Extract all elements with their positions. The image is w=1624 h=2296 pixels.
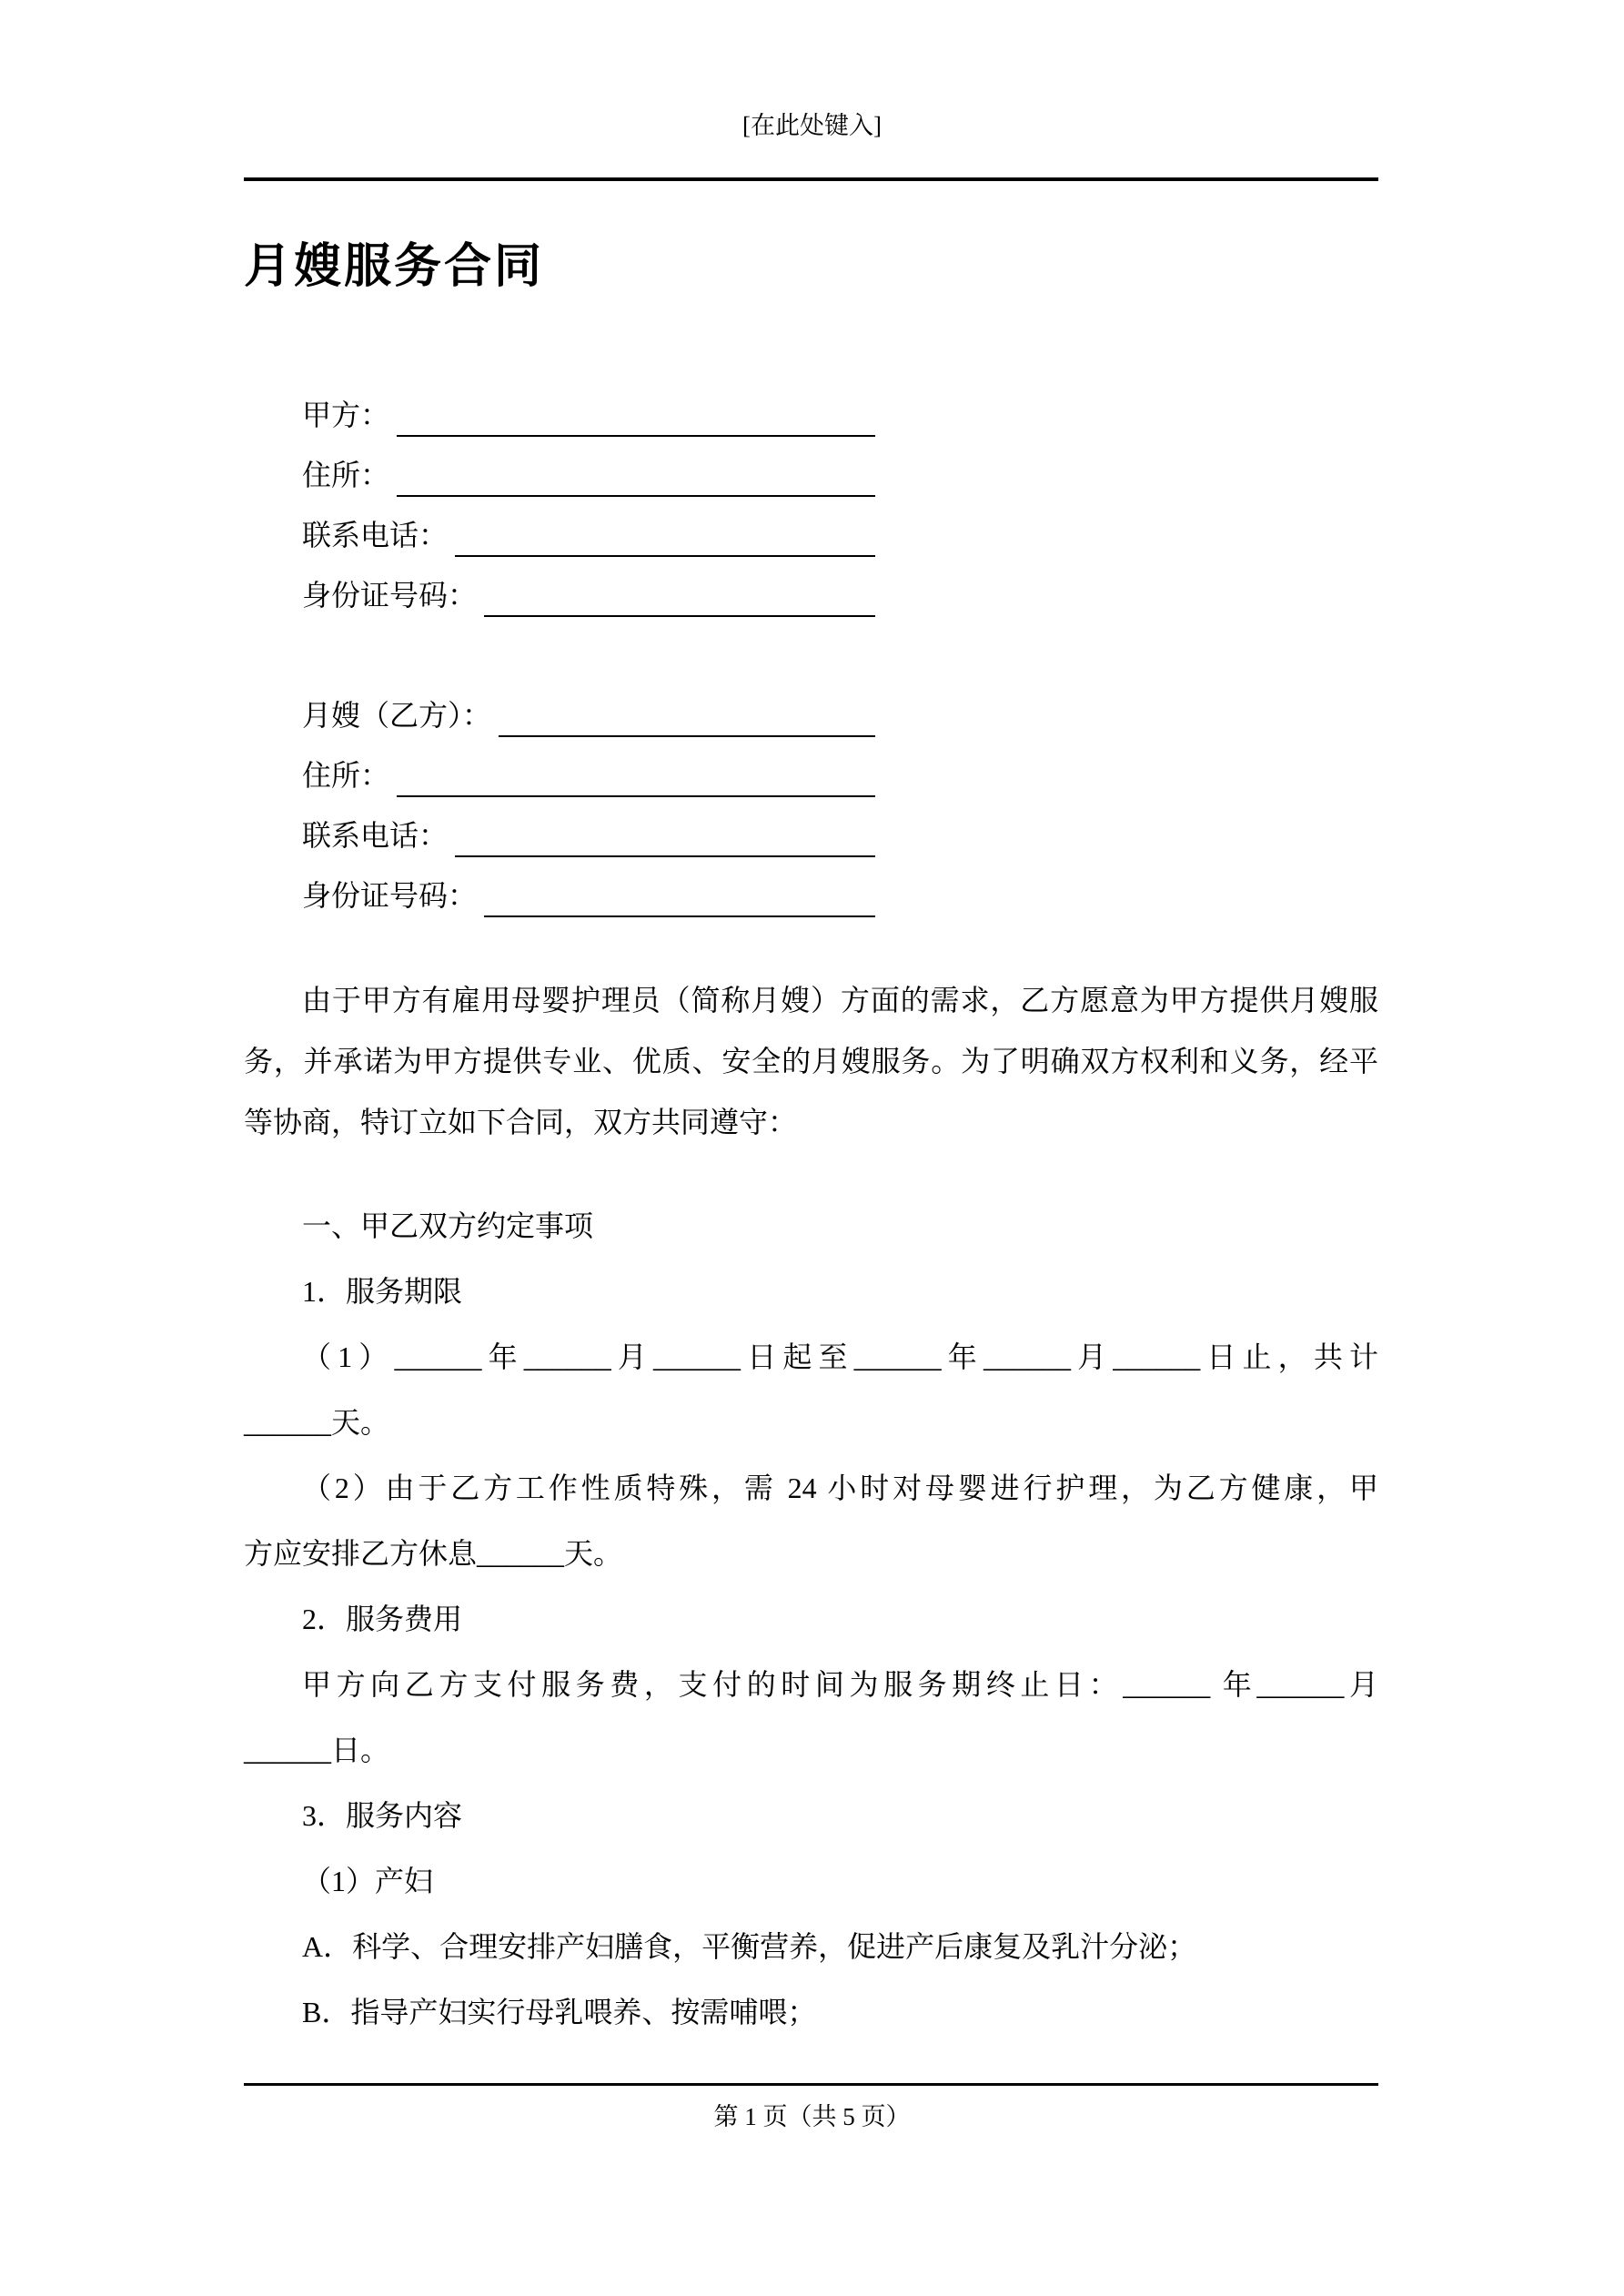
party-b-name-blank[interactable]	[499, 693, 875, 737]
clause-2-payment-line: 甲方向乙方支付服务费，支付的时间为服务期终止日：______ 年______月	[302, 1668, 1378, 1701]
field-row-party-b-address	[244, 737, 875, 797]
clause-3-1-item-a: A．科学、合理安排产妇膳食，平衡营养，促进产后康复及乳汁分泌；	[302, 1930, 1197, 1963]
party-a-phone-blank[interactable]	[455, 513, 875, 557]
party-a-fields	[244, 377, 875, 617]
clause-3-1-item-b: B．指导产妇实行母乳喂养、按需哺喂；	[302, 1996, 817, 2028]
party-b-name-label: 月嫂（乙方）：	[302, 699, 492, 732]
clause-1-service-term: 1．服务期限	[302, 1275, 463, 1308]
field-row-party-b-id	[244, 857, 875, 917]
party-b-fields	[244, 677, 875, 917]
party-b-address-blank[interactable]	[397, 754, 875, 797]
party-a-address-label: 住所：	[302, 459, 390, 491]
party-b-phone-blank[interactable]	[455, 814, 875, 857]
party-b-id-blank[interactable]	[484, 874, 875, 917]
clause-2-service-fee: 2．服务费用	[302, 1603, 463, 1635]
footer-divider	[244, 2083, 1378, 2086]
clause-3-service-content: 3．服务内容	[302, 1799, 463, 1832]
field-row-party-a-id	[244, 557, 875, 617]
field-row-party-b-name	[244, 677, 875, 737]
clause-3-1-mother: （1）产妇	[302, 1865, 434, 1897]
field-row-party-b-phone	[244, 797, 875, 857]
party-a-name-label: 甲方：	[302, 399, 390, 431]
party-a-id-blank[interactable]	[484, 573, 875, 617]
clause-1-1-dates-line: （1）______年______月______日起至______年______月______日止，共计	[302, 1340, 1378, 1373]
party-a-address-blank[interactable]	[397, 453, 875, 497]
field-row-party-a-name	[244, 377, 875, 437]
clause-heading-1: 一、甲乙双方约定事项	[302, 1209, 594, 1242]
party-a-name-blank[interactable]	[397, 393, 875, 437]
party-b-phone-label: 联系电话：	[302, 819, 449, 852]
page-title: 月嫂服务合同	[244, 241, 545, 293]
intro-paragraph: 由于甲方有雇用母婴护理员（简称月嫂）方面的需求，乙方愿意为甲方提供月嫂服务，并承诺为甲方提供专业、优质、安全的月嫂服务。为了明确双方权利和义务，经平等协商，特订立如下合同，双方共同遵守：	[244, 984, 1378, 1138]
party-b-address-label: 住所：	[302, 759, 390, 792]
field-row-party-a-address	[244, 437, 875, 497]
contract-clauses	[244, 1193, 1378, 2045]
footer-page-number: 第 1 页（共 5 页）	[713, 2103, 911, 2130]
clause-1-2-care-line: （2）由于乙方工作性质特殊，需 24 小时对母婴进行护理，为乙方健康，甲	[302, 1472, 1378, 1504]
party-a-phone-label: 联系电话：	[302, 519, 449, 551]
header-divider	[244, 177, 1378, 181]
party-b-id-label: 身份证号码：	[302, 879, 478, 912]
header-placeholder-text: [在此处键入]	[742, 112, 882, 139]
clause-1-2-rest-line: 方应安排乙方休息______天。	[244, 1537, 623, 1570]
clause-1-1-days-line: ______天。	[244, 1406, 390, 1439]
field-row-party-a-phone	[244, 497, 875, 557]
clause-2-day-line: ______日。	[244, 1734, 390, 1766]
party-a-id-label: 身份证号码：	[302, 579, 478, 612]
